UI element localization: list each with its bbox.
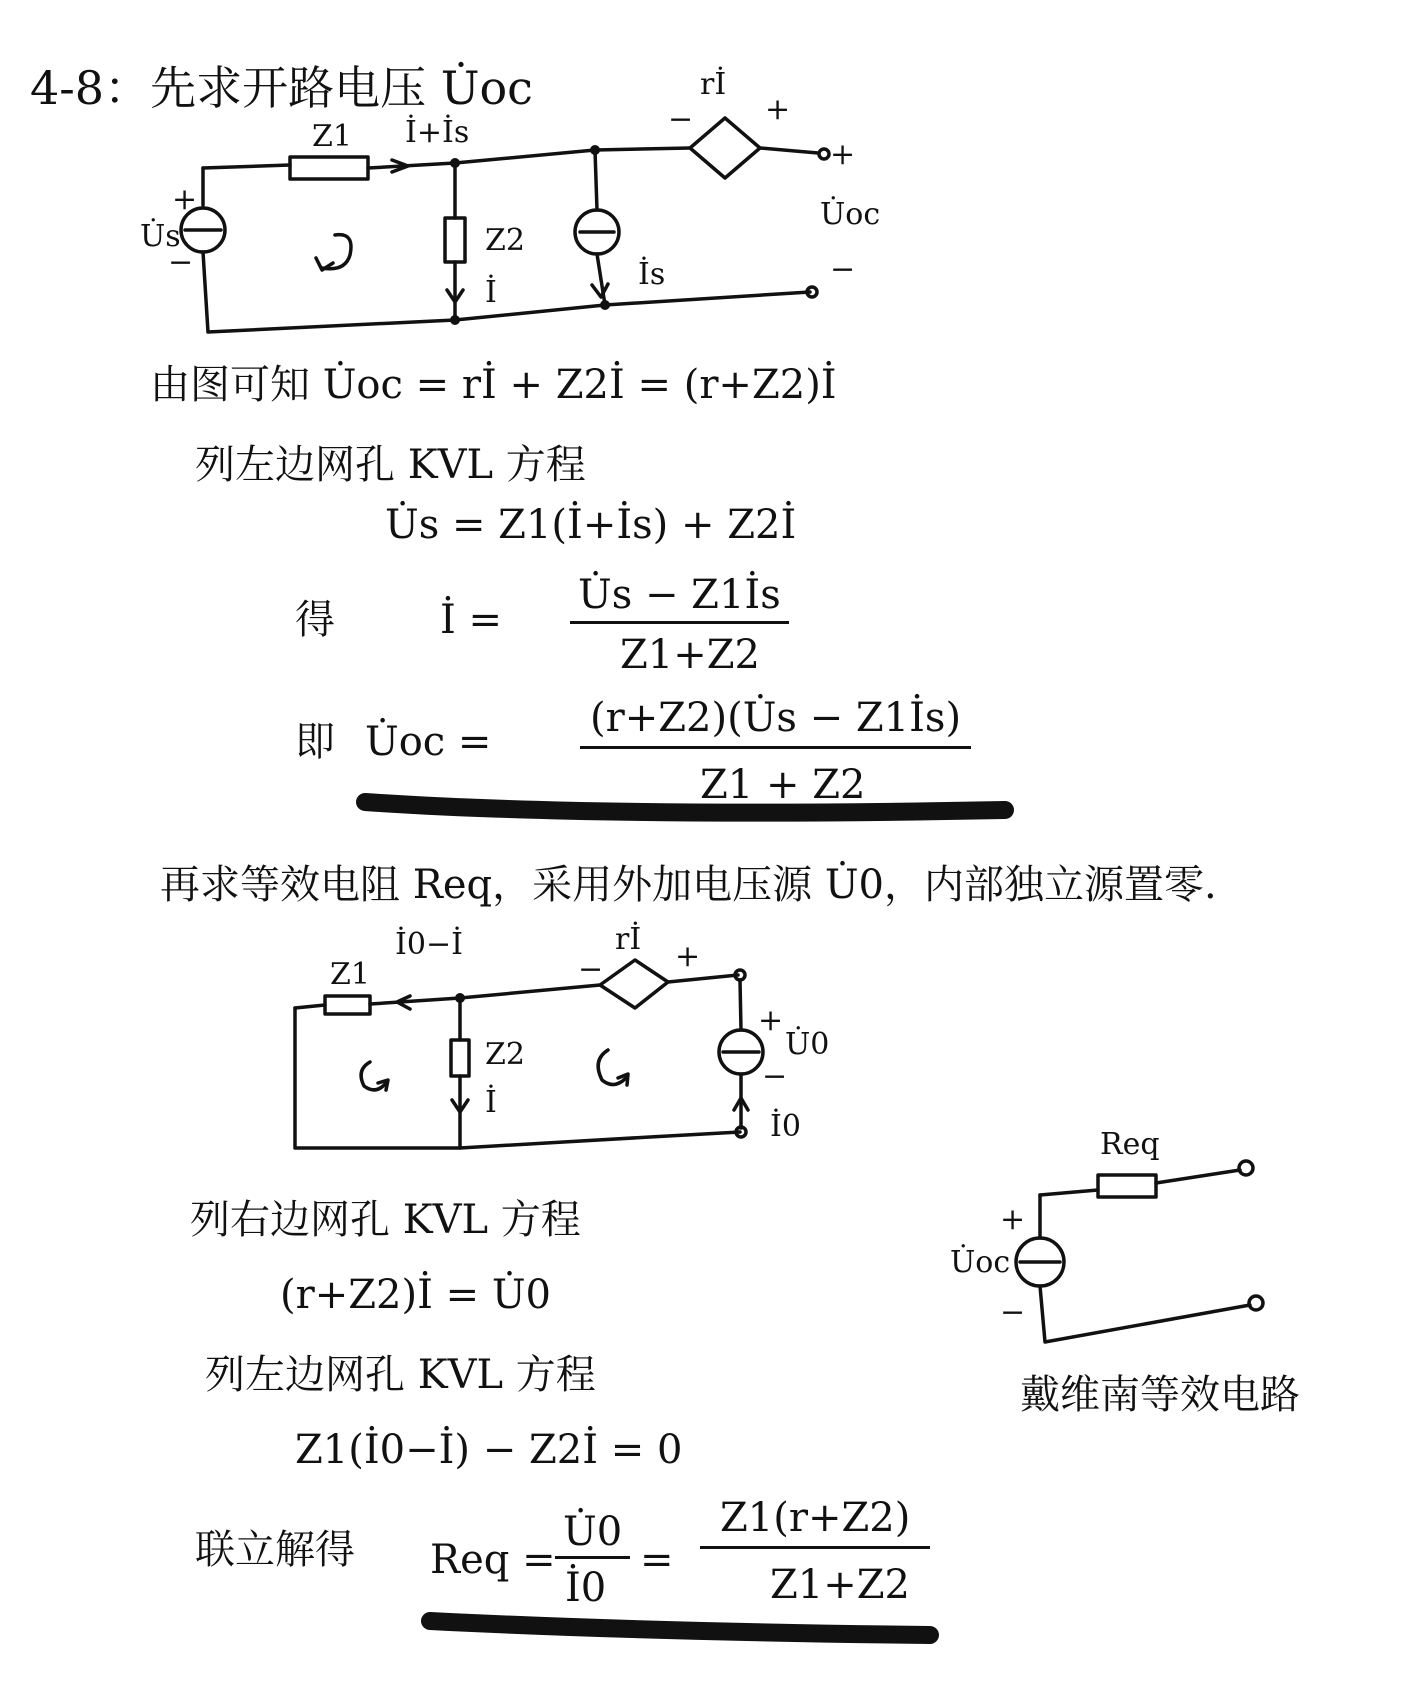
label-z1-b: Z1: [330, 957, 370, 992]
label-dep2-source: rİ: [615, 922, 642, 957]
label-uoc-plus: +: [830, 137, 856, 172]
label-us-plus: +: [172, 182, 198, 217]
label-ji: 即: [295, 719, 335, 765]
kvl-left-heading-2: 列左边网孔 KVL 方程: [205, 1352, 596, 1398]
eq-req-lhs: Req =: [430, 1537, 556, 1583]
resistor-z1: [290, 157, 368, 179]
label-lianli: 联立解得: [195, 1527, 355, 1573]
eq-uoc-num: (r+Z2)(U̇s − Z1İs): [580, 698, 971, 749]
resistor-z2-b: [451, 1040, 469, 1076]
label-uoc-minus: −: [830, 252, 856, 287]
label-uoc: U̇oc: [820, 197, 881, 232]
label-i: İ: [485, 275, 497, 310]
eq-i-num: U̇s − Z1İs: [570, 575, 789, 624]
eq-req-f2-num: Z1(r+Z2): [700, 1498, 930, 1549]
label-dep2-plus: +: [675, 939, 701, 974]
label-z2-b: Z2: [485, 1037, 525, 1072]
label-z1: Z1: [312, 119, 352, 154]
eq-req-eq: =: [640, 1537, 674, 1583]
eq-req-f1-den: İ0: [565, 1565, 607, 1611]
resistor-z1-b: [325, 996, 370, 1014]
eq-right: (r+Z2)İ = U̇0: [280, 1272, 551, 1318]
eq-left-2: Z1(İ0−İ) − Z2İ = 0: [295, 1427, 683, 1473]
underline-req: [430, 1621, 930, 1635]
resistor-req: [1098, 1175, 1156, 1197]
label-dep-minus: −: [668, 102, 694, 137]
kvl-left-heading: 列左边网孔 KVL 方程: [195, 442, 586, 488]
label-us-minus: −: [168, 245, 194, 280]
eq-uoc-lhs: U̇oc =: [365, 719, 492, 765]
label-u0-plus: +: [758, 1003, 784, 1038]
label-z1-current: İ+İs: [405, 115, 470, 150]
eq-i-lhs: İ =: [440, 597, 503, 643]
label-dep2-minus: −: [578, 952, 604, 987]
dep-source-1: [690, 118, 760, 178]
label-u0-minus: −: [762, 1059, 788, 1094]
eq-req-f1-num: U̇0: [555, 1512, 630, 1559]
label-z1-current-b: İ0−İ: [395, 927, 463, 962]
label-z2: Z2: [485, 223, 525, 258]
label-i0: İ0: [770, 1109, 801, 1144]
label-u0: U̇0: [785, 1027, 830, 1062]
label-dep-source: rİ: [700, 67, 727, 102]
eq-us: U̇s = Z1(İ+İs) + Z2İ: [385, 502, 797, 548]
header: 4-8：先求开路电压 U̇oc: [30, 61, 533, 115]
label-de: 得: [295, 597, 335, 643]
label-thev-minus: −: [1000, 1295, 1026, 1330]
thevenin-circuit-wires: [1016, 1161, 1263, 1342]
label-us: U̇s: [140, 219, 181, 254]
eq-i-den: Z1+Z2: [620, 632, 760, 678]
label-thev-uoc: U̇oc: [950, 1245, 1011, 1280]
eq-req-f2-den: Z1+Z2: [770, 1562, 910, 1608]
label-req: Req: [1100, 1127, 1160, 1162]
label-dep-plus: +: [765, 92, 791, 127]
label-thev-plus: +: [1000, 1202, 1026, 1237]
underline-uoc: [365, 802, 1005, 813]
thevenin-caption: 戴维南等效电路: [1020, 1372, 1300, 1418]
dep-source-2: [600, 960, 668, 1008]
kvl-right-heading: 列右边网孔 KVL 方程: [190, 1197, 581, 1243]
resistor-z2: [445, 218, 465, 262]
eq-uoc-den: Z1 + Z2: [700, 762, 866, 808]
eq-uoc-1: 由图可知 U̇oc = rİ + Z2İ = (r+Z2)İ: [150, 362, 837, 408]
label-is: İs: [638, 257, 666, 292]
req-heading: 再求等效电阻 Req，采用外加电压源 U̇0，内部独立源置零.: [160, 862, 1217, 908]
label-i-b: İ: [485, 1085, 497, 1120]
